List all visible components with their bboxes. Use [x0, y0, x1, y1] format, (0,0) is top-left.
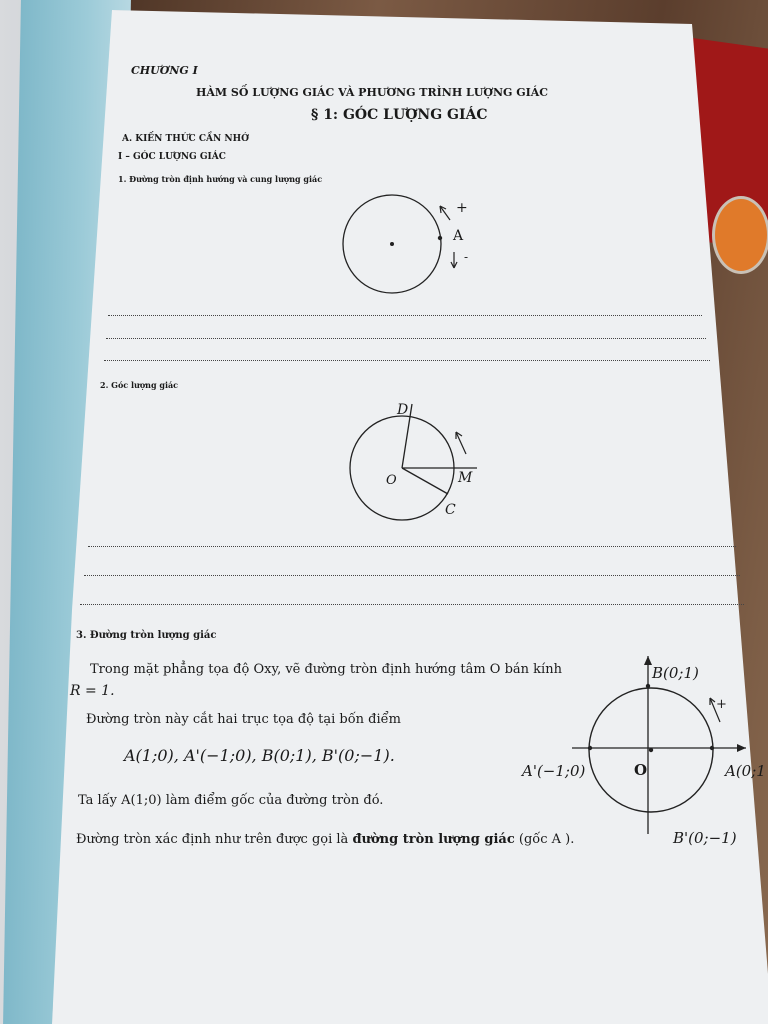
- positive-direction-label: +: [716, 697, 727, 712]
- point-a-prime-label: A'(−1;0): [522, 762, 586, 780]
- chapter-label: CHƯƠNG I: [131, 64, 198, 77]
- section-title: § 1: GÓC LƯỢNG GIÁC: [311, 107, 488, 123]
- dotted-line: [108, 315, 702, 316]
- paragraph-2: Đường tròn này cắt hai trục tọa độ tại bốn điểm: [86, 712, 401, 727]
- paragraph-1-line-1: Trong mặt phẳng tọa độ Oxy, vẽ đường tròn định hướng tâm O bán kính: [90, 662, 562, 677]
- dotted-line: [88, 546, 736, 547]
- point-c-label: C: [445, 502, 456, 518]
- orange-object: [712, 196, 768, 274]
- dotted-line: [104, 360, 710, 361]
- part-a-heading: A. KIẾN THỨC CẦN NHỚ: [122, 134, 249, 144]
- paragraph-3: Ta lấy A(1;0) làm điểm gốc của đường tròn đó.: [78, 793, 384, 808]
- origin-label: O: [634, 761, 648, 779]
- paragraph-4-bold: đường tròn lượng giác: [352, 832, 515, 847]
- dotted-line: [84, 575, 740, 576]
- chapter-title: HÀM SỐ LƯỢNG GIÁC VÀ PHƯƠNG TRÌNH LƯỢNG GIÁC: [196, 86, 549, 99]
- point-d-label: D: [397, 402, 409, 418]
- item-2-heading: 2. Góc lượng giác: [100, 380, 179, 390]
- point-m-label: M: [458, 470, 473, 486]
- paragraph-4: [76, 832, 574, 847]
- paragraph-1-line-2: R = 1.: [70, 683, 115, 699]
- dotted-line: [106, 338, 706, 339]
- point-b-label: B(0;1): [652, 664, 699, 682]
- part-i-heading: I – GÓC LƯỢNG GIÁC: [118, 152, 226, 162]
- item-3-heading: 3. Đường tròn lượng giác: [76, 630, 217, 641]
- plus-sign: +: [456, 200, 468, 216]
- dotted-line: [80, 604, 744, 605]
- trig-angle-figure: [340, 396, 500, 526]
- point-a-label: A: [453, 228, 464, 244]
- paragraph-4-post: (gốc A ).: [514, 832, 575, 847]
- minus-sign: -: [464, 250, 469, 264]
- point-a-label: A(0;1: [725, 762, 766, 780]
- point-b-prime-label: B'(0;−1): [673, 829, 737, 847]
- four-points-formula: A(1;0), A'(−1;0), B(0;1), B'(0;−1).: [124, 746, 395, 765]
- paragraph-4-pre: Đường tròn xác định như trên được gọi là: [76, 832, 353, 847]
- point-o-label: O: [386, 473, 397, 488]
- item-1-heading: 1. Đường tròn định hướng và cung lượng giác: [118, 174, 323, 184]
